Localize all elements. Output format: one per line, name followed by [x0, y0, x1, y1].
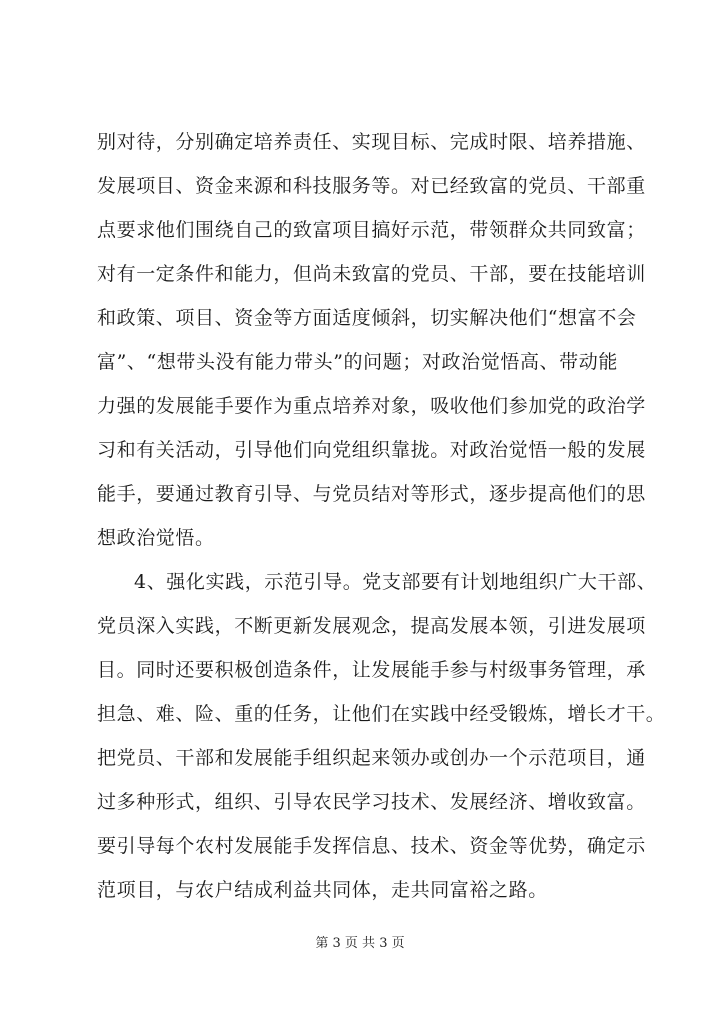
text-line: 对有一定条件和能力，但尚未致富的党员、干部，要在技能培训 [97, 263, 646, 285]
text-line: 发展项目、资金来源和科技服务等。对已经致富的党员、干部重 [97, 175, 646, 197]
text-line: 过多种形式，组织、引导农民学习技术、发展经济、增收致富。 [97, 791, 646, 813]
text-line: 要引导每个农村发展能手发挥信息、技术、资金等优势，确定示 [97, 835, 646, 857]
text-line: 能手，要通过教育引导、与党员结对等形式，逐步提高他们的思 [97, 483, 646, 505]
text-line: 把党员、干部和发展能手组织起来领办或创办一个示范项目，通 [97, 747, 646, 769]
text-line: 别对待，分别确定培养责任、实现目标、完成时限、培养措施、 [97, 131, 646, 153]
text-line: 范项目，与农户结成利益共同体，走共同富裕之路。 [97, 879, 548, 901]
text-line: 习和有关活动，引导他们向党组织靠拢。对政治觉悟一般的发展 [97, 439, 646, 461]
text-line: 党员深入实践，不断更新发展观念，提高发展本领，引进发展项 [97, 615, 646, 637]
text-line: 点要求他们围绕自己的致富项目搞好示范，带领群众共同致富； [97, 219, 646, 241]
page-number-footer: 第 3 页 共 3 页 [315, 936, 405, 951]
text-line: 富”、“想带头没有能力带头”的问题；对政治觉悟高、带动能 [97, 351, 618, 373]
section-heading-line: 4、强化实践，示范引导。党支部要有计划地组织广大干部、 [134, 571, 657, 593]
text-line: 担急、难、险、重的任务，让他们在实践中经受锻炼，增长才干。 [97, 703, 666, 725]
text-line: 想政治觉悟。 [97, 527, 215, 549]
text-line: 目。同时还要积极创造条件，让发展能手参与村级事务管理，承 [97, 659, 646, 681]
text-line: 力强的发展能手要作为重点培养对象，吸收他们参加党的政治学 [97, 395, 646, 417]
text-line: 和政策、项目、资金等方面适度倾斜，切实解决他们“想富不会 [97, 307, 637, 329]
